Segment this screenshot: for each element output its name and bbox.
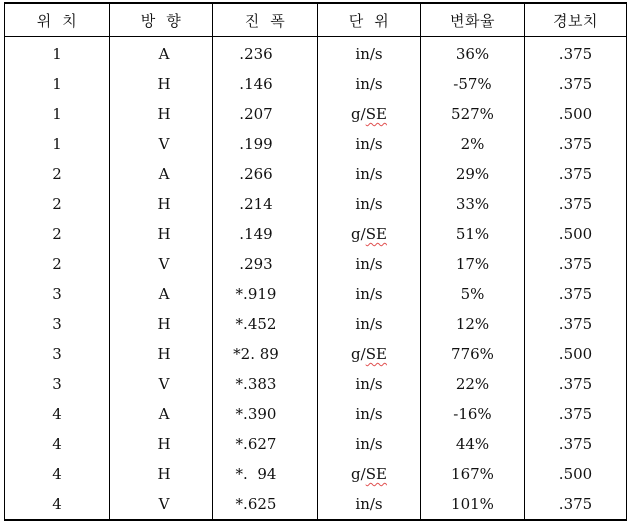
cell-position: 3 [5,279,110,309]
cell-alarm-value: .375 [525,489,627,520]
cell-direction: H [110,459,213,489]
cell-change-rate: 101% [421,489,525,520]
table-row [5,189,627,219]
unit-base: g/ [351,225,366,243]
table-row [5,159,627,189]
cell-unit [318,37,421,70]
cell-position: 2 [5,219,110,249]
cell-change-rate: 36% [421,37,525,70]
table-body [5,37,627,521]
cell-unit [318,249,421,279]
cell-unit [318,99,421,129]
table-row [5,339,627,369]
cell-amplitude: *.625 [213,489,318,520]
cell-position: 4 [5,459,110,489]
table-row [5,219,627,249]
header-change-rate: 변화율 [421,3,525,37]
cell-change-rate: 5% [421,279,525,309]
cell-alarm-value: .375 [525,69,627,99]
table-row [5,37,627,70]
cell-change-rate: 29% [421,159,525,189]
cell-unit [318,309,421,339]
unit-base: in/s [355,495,383,513]
cell-change-rate: 33% [421,189,525,219]
cell-alarm-value: .375 [525,309,627,339]
unit-base: in/s [355,285,383,303]
cell-position: 2 [5,159,110,189]
vibration-table-container [4,2,627,521]
cell-amplitude: *.383 [213,369,318,399]
cell-direction: V [110,489,213,520]
cell-change-rate: 776% [421,339,525,369]
cell-amplitude: *.452 [213,309,318,339]
cell-position: 4 [5,489,110,520]
cell-direction: V [110,369,213,399]
cell-amplitude: *.627 [213,429,318,459]
cell-direction: H [110,339,213,369]
cell-amplitude: *.390 [213,399,318,429]
cell-unit [318,339,421,369]
unit-base: in/s [355,255,383,273]
cell-change-rate: 167% [421,459,525,489]
cell-amplitude: .236 [213,37,318,70]
cell-unit [318,369,421,399]
unit-base: in/s [355,75,383,93]
cell-alarm-value: .375 [525,37,627,70]
unit-base: in/s [355,195,383,213]
cell-direction: H [110,189,213,219]
cell-amplitude: .266 [213,159,318,189]
cell-alarm-value: .500 [525,339,627,369]
cell-amplitude: .207 [213,99,318,129]
table-row [5,279,627,309]
cell-position: 4 [5,399,110,429]
cell-unit [318,279,421,309]
cell-position: 2 [5,249,110,279]
table-row [5,99,627,129]
table-row [5,429,627,459]
cell-amplitude: .293 [213,249,318,279]
cell-alarm-value: .375 [525,249,627,279]
unit-base: in/s [355,405,383,423]
unit-base: g/ [351,105,366,123]
cell-amplitude: *. 94 [213,459,318,489]
cell-change-rate: -57% [421,69,525,99]
table-row [5,309,627,339]
cell-amplitude: .146 [213,69,318,99]
cell-direction: H [110,309,213,339]
cell-alarm-value: .500 [525,459,627,489]
table-row [5,129,627,159]
unit-suffix: SE [365,345,387,363]
cell-position: 3 [5,369,110,399]
unit-base: in/s [355,135,383,153]
cell-unit [318,69,421,99]
cell-direction: H [110,69,213,99]
cell-position: 2 [5,189,110,219]
header-alarm-value: 경보치 [525,3,627,37]
cell-unit [318,429,421,459]
cell-position: 3 [5,339,110,369]
cell-amplitude: .214 [213,189,318,219]
header-unit: 단 위 [318,3,421,37]
cell-position: 1 [5,37,110,70]
cell-alarm-value: .375 [525,189,627,219]
cell-direction: A [110,279,213,309]
unit-suffix: SE [365,105,387,123]
cell-change-rate: 22% [421,369,525,399]
table-row [5,369,627,399]
header-position: 위 치 [5,3,110,37]
cell-change-rate: 17% [421,249,525,279]
cell-position: 1 [5,99,110,129]
cell-alarm-value: .375 [525,399,627,429]
unit-base: g/ [351,345,366,363]
cell-alarm-value: .375 [525,279,627,309]
cell-position: 3 [5,309,110,339]
unit-suffix: SE [365,465,387,483]
cell-alarm-value: .375 [525,429,627,459]
cell-change-rate: 51% [421,219,525,249]
cell-direction: V [110,129,213,159]
table-row [5,459,627,489]
cell-amplitude: .199 [213,129,318,159]
cell-position: 1 [5,69,110,99]
vibration-table [4,2,627,521]
cell-position: 1 [5,129,110,159]
unit-base: in/s [355,435,383,453]
cell-direction: H [110,99,213,129]
table-row [5,69,627,99]
cell-direction: A [110,399,213,429]
cell-position: 4 [5,429,110,459]
cell-unit [318,459,421,489]
cell-alarm-value: .375 [525,159,627,189]
cell-direction: V [110,249,213,279]
cell-unit [318,129,421,159]
cell-direction: A [110,159,213,189]
unit-base: in/s [355,45,383,63]
cell-alarm-value: .500 [525,219,627,249]
cell-change-rate: 12% [421,309,525,339]
cell-direction: H [110,429,213,459]
cell-direction: A [110,37,213,70]
unit-base: g/ [351,465,366,483]
cell-direction: H [110,219,213,249]
header-row [5,3,627,37]
unit-base: in/s [355,315,383,333]
table-row [5,489,627,520]
unit-base: in/s [355,165,383,183]
cell-amplitude: *2. 89 [213,339,318,369]
cell-alarm-value: .375 [525,369,627,399]
cell-change-rate: -16% [421,399,525,429]
header-amplitude: 진 폭 [213,3,318,37]
cell-change-rate: 2% [421,129,525,159]
header-direction: 방 향 [110,3,213,37]
cell-unit [318,159,421,189]
unit-suffix: SE [365,225,387,243]
cell-unit [318,489,421,520]
cell-amplitude: .149 [213,219,318,249]
cell-unit [318,219,421,249]
table-row [5,249,627,279]
cell-change-rate: 527% [421,99,525,129]
cell-alarm-value: .500 [525,99,627,129]
cell-amplitude: *.919 [213,279,318,309]
cell-unit [318,399,421,429]
cell-change-rate: 44% [421,429,525,459]
cell-alarm-value: .375 [525,129,627,159]
unit-base: in/s [355,375,383,393]
table-row [5,399,627,429]
cell-unit [318,189,421,219]
